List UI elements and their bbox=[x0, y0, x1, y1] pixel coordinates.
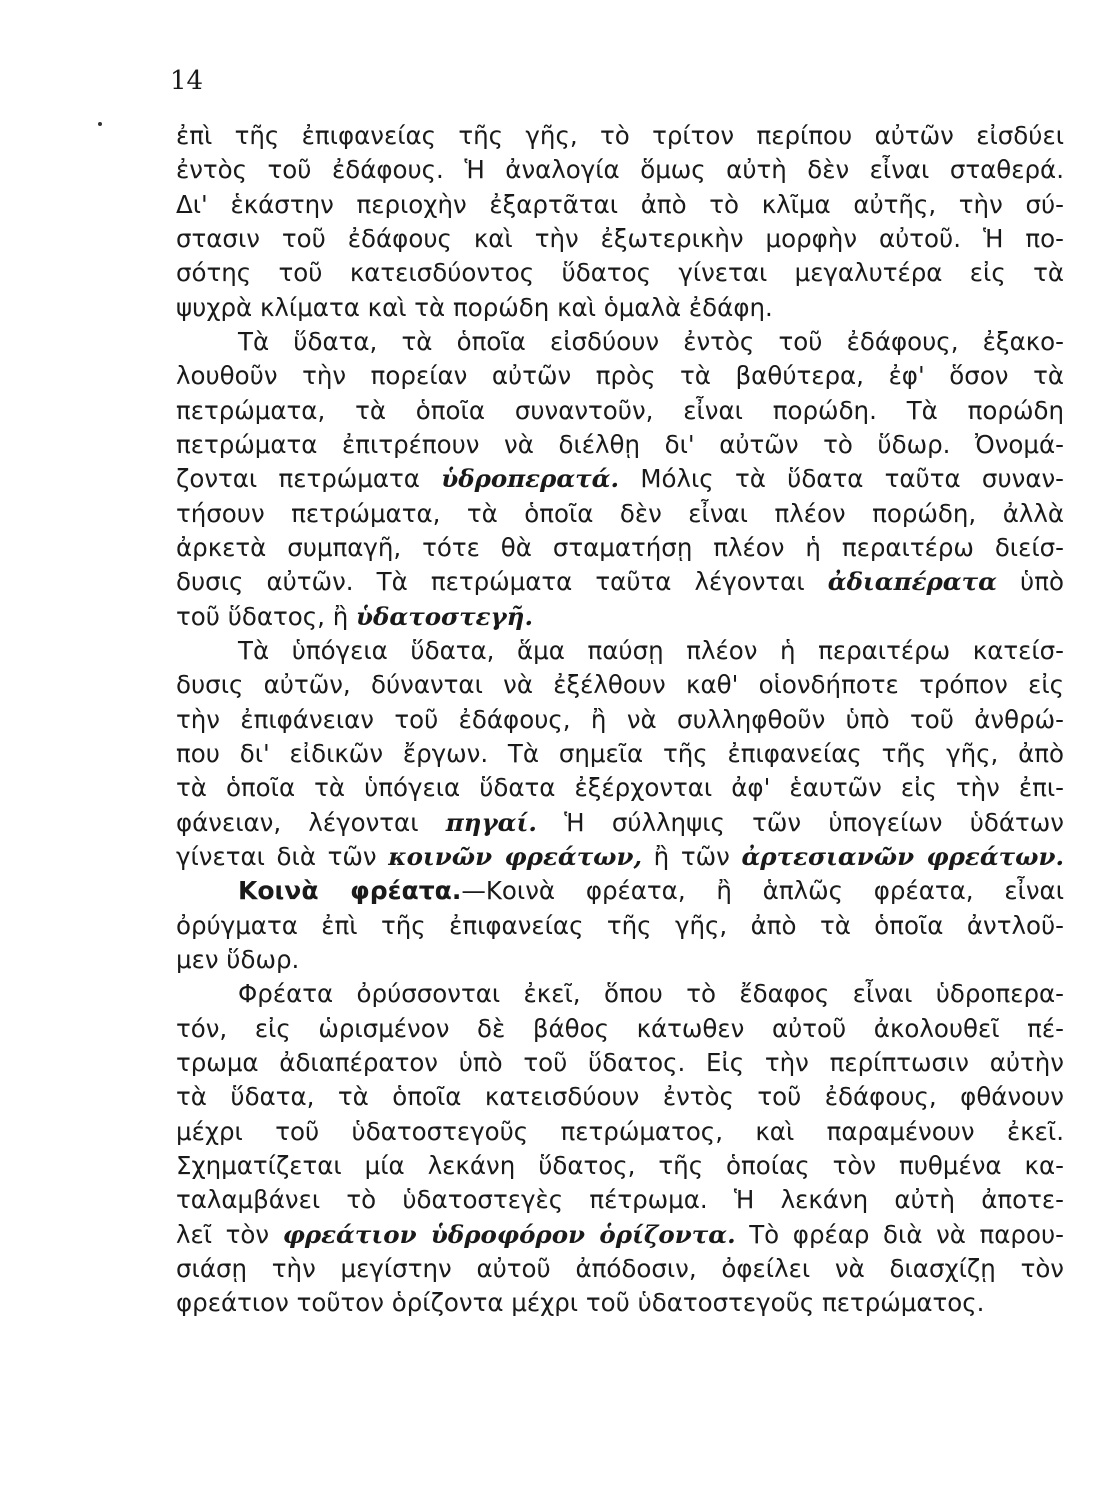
text-run: Τὰ ὑπόγεια ὕδατα, ἅμα παύσῃ πλέον ἡ περαιτέρω κατείσ- bbox=[238, 635, 1064, 665]
text-line bbox=[176, 325, 1064, 359]
text-line bbox=[176, 1149, 1064, 1183]
text-run: ταλαμβάνει τὸ ὑδατοστεγὲς πέτρωμα. Ἡ λεκάνη αὐτὴ ἀποτε- bbox=[176, 1185, 1064, 1215]
text-run: τόν, εἰς ὡρισμένον δὲ βάθος κάτωθεν αὐτοῦ ἀκολουθεῖ πέ- bbox=[176, 1013, 1064, 1043]
text-run: ζονται πετρώματα bbox=[176, 464, 442, 494]
text-run: πετρώματα, τὰ ὁποῖα συναντοῦν, εἶναι πορώδη. Τὰ πορώδη bbox=[176, 395, 1064, 425]
text-line bbox=[176, 1252, 1064, 1286]
text-line bbox=[176, 256, 1064, 290]
page-number: 14 bbox=[170, 66, 204, 96]
text-line bbox=[176, 1046, 1064, 1080]
text-line bbox=[176, 600, 1064, 634]
ink-speck bbox=[98, 122, 102, 126]
text-line bbox=[176, 703, 1064, 737]
text-run: στασιν τοῦ ἐδάφους καὶ τὴν ἐξωτερικὴν μορφὴν αὐτοῦ. Ἡ πο- bbox=[176, 223, 1064, 253]
text-line bbox=[176, 771, 1064, 805]
text-line bbox=[176, 977, 1064, 1011]
body-text bbox=[176, 119, 1064, 1320]
text-run: Φρέατα ὀρύσσονται ἐκεῖ, ὅπου τὸ ἔδαφος εἶναι ὑδροπερα- bbox=[238, 979, 1064, 1009]
text-run: φάνειαν, λέγονται bbox=[176, 807, 446, 837]
text-line bbox=[176, 428, 1064, 462]
text-line bbox=[176, 1080, 1064, 1114]
text-line bbox=[176, 1115, 1064, 1149]
text-run: ὀρύγματα ἐπὶ τῆς ἐπιφανείας τῆς γῆς, ἀπὸ τὰ ὁποῖα ἀντλοῦ- bbox=[176, 910, 1064, 940]
text-run: που δι' εἰδικῶν ἔργων. Τὰ σημεῖα τῆς ἐπιφανείας τῆς γῆς, ἀπὸ bbox=[176, 738, 1064, 768]
text-line bbox=[176, 1218, 1064, 1252]
text-line bbox=[176, 668, 1064, 702]
text-run: δυσις αὐτῶν. Τὰ πετρώματα ταῦτα λέγονται bbox=[176, 567, 828, 597]
text-line bbox=[176, 153, 1064, 187]
text-line bbox=[176, 462, 1064, 496]
text-run: Ἡ σύλληψις τῶν ὑπογείων ὑδάτων bbox=[536, 807, 1064, 837]
text-line bbox=[176, 497, 1064, 531]
text-line bbox=[176, 634, 1064, 668]
text-line bbox=[176, 943, 1064, 977]
text-run: φρεάτιον τοῦτον ὁρίζοντα μέχρι τοῦ ὑδατοστεγοῦς πετρώματος. bbox=[176, 1288, 985, 1318]
text-run: μεν ὕδωρ. bbox=[176, 944, 300, 974]
emphasized-term: φρεάτιον ὑδροφόρον ὁρίζοντα. bbox=[282, 1219, 736, 1249]
text-line bbox=[176, 909, 1064, 943]
text-run: λεῖ τὸν bbox=[176, 1219, 283, 1249]
text-run: ὑπὸ bbox=[996, 567, 1064, 597]
text-line bbox=[176, 531, 1064, 565]
text-run: γίνεται διὰ τῶν bbox=[176, 841, 389, 871]
text-run: τὴν ἐπιφάνειαν τοῦ ἐδάφους, ἢ νὰ συλληφθοῦν ὑπὸ τοῦ ἀνθρώ- bbox=[176, 704, 1064, 734]
text-run: μέχρι τοῦ ὑδατοστεγοῦς πετρώματος, καὶ παραμένουν ἐκεῖ. bbox=[176, 1116, 1064, 1146]
text-run: Τὰ ὕδατα, τὰ ὁποῖα εἰσδύουν ἐντὸς τοῦ ἐδάφους, ἐξακο- bbox=[238, 326, 1064, 356]
text-run: λουθοῦν τὴν πορείαν αὐτῶν πρὸς τὰ βαθύτερα, ἐφ' ὅσον τὰ bbox=[176, 361, 1064, 391]
text-run: ἀρκετὰ συμπαγῆ, τότε θὰ σταματήσῃ πλέον ἡ περαιτέρω διείσ- bbox=[176, 532, 1064, 562]
text-run: τὰ ὁποῖα τὰ ὑπόγεια ὕδατα ἐξέρχονται ἀφ' ἑαυτῶν εἰς τὴν ἐπι- bbox=[176, 773, 1064, 803]
text-line bbox=[176, 222, 1064, 256]
text-line bbox=[176, 840, 1064, 874]
text-run: τοῦ ὕδατος, ἢ bbox=[176, 601, 357, 631]
text-line bbox=[176, 359, 1064, 393]
text-line bbox=[176, 1286, 1064, 1320]
text-line bbox=[176, 119, 1064, 153]
text-line bbox=[176, 737, 1064, 771]
text-run: Τὸ φρέαρ διὰ νὰ παρου- bbox=[735, 1219, 1064, 1249]
text-run: Δι' ἑκάστην περιοχὴν ἐξαρτᾶται ἀπὸ τὸ κλῖμα αὐτῆς, τὴν σύ- bbox=[176, 189, 1064, 219]
emphasized-term: κοινῶν φρεάτων, bbox=[388, 841, 643, 871]
text-line bbox=[176, 1012, 1064, 1046]
subheading: Κοινὰ φρέατα. bbox=[238, 876, 462, 906]
text-run: τὰ ὕδατα, τὰ ὁποῖα κατεισδύουν ἐντὸς τοῦ ἐδάφους, φθάνουν bbox=[176, 1082, 1064, 1112]
text-line bbox=[176, 291, 1064, 325]
text-run: σιάσῃ τὴν μεγίστην αὐτοῦ ἀπόδοσιν, ὀφείλει νὰ διασχίζῃ τὸν bbox=[176, 1253, 1064, 1283]
text-run: σότης τοῦ κατεισδύοντος ὕδατος γίνεται μεγαλυτέρα εἰς τὰ bbox=[176, 258, 1064, 288]
text-line bbox=[176, 1183, 1064, 1217]
text-run: τρωμα ἀδιαπέρατον ὑπὸ τοῦ ὕδατος. Εἰς τὴν περίπτωσιν αὐτὴν bbox=[176, 1047, 1064, 1077]
text-line bbox=[176, 806, 1064, 840]
text-run: δυσις αὐτῶν, δύνανται νὰ ἐξέλθουν καθ' οἱονδήποτε τρόπον εἰς bbox=[176, 670, 1064, 700]
text-run: ἢ τῶν bbox=[642, 841, 742, 871]
text-line bbox=[176, 188, 1064, 222]
emphasized-term: ὑδατοστεγῆ. bbox=[356, 601, 534, 631]
emphasized-term: πηγαί. bbox=[445, 807, 537, 837]
text-run: ψυχρὰ κλίματα καὶ τὰ πορώδη καὶ ὁμαλὰ ἐδάφη. bbox=[176, 292, 773, 322]
text-run: ἐπὶ τῆς ἐπιφανείας τῆς γῆς, τὸ τρίτον περίπου αὐτῶν εἰσδύει bbox=[176, 121, 1064, 150]
emphasized-term: ἀδιαπέρατα bbox=[827, 567, 997, 597]
emphasized-term: ἀρτεσιανῶν φρεάτων. bbox=[741, 841, 1065, 871]
text-line bbox=[176, 394, 1064, 428]
text-run: —Κοινὰ φρέατα, ἢ ἁπλῶς φρέατα, εἶναι bbox=[461, 876, 1064, 906]
text-run: πετρώματα ἐπιτρέπουν νὰ διέλθῃ δι' αὐτῶν τὸ ὕδωρ. Ὀνομά- bbox=[176, 429, 1064, 459]
text-run: τήσουν πετρώματα, τὰ ὁποῖα δὲν εἶναι πλέον πορώδη, ἀλλὰ bbox=[176, 498, 1064, 528]
text-run: ἐντὸς τοῦ ἐδάφους. Ἡ ἀναλογία ὅμως αὐτὴ δὲν εἶναι σταθερά. bbox=[176, 155, 1064, 185]
text-line bbox=[176, 565, 1064, 599]
text-line bbox=[176, 874, 1064, 908]
emphasized-term: ὑδροπερατά. bbox=[441, 464, 620, 494]
text-run: Σχηματίζεται μία λεκάνη ὕδατος, τῆς ὁποίας τὸν πυθμένα κα- bbox=[176, 1150, 1064, 1180]
text-run: Μόλις τὰ ὕδατα ταῦτα συναν- bbox=[619, 464, 1064, 494]
